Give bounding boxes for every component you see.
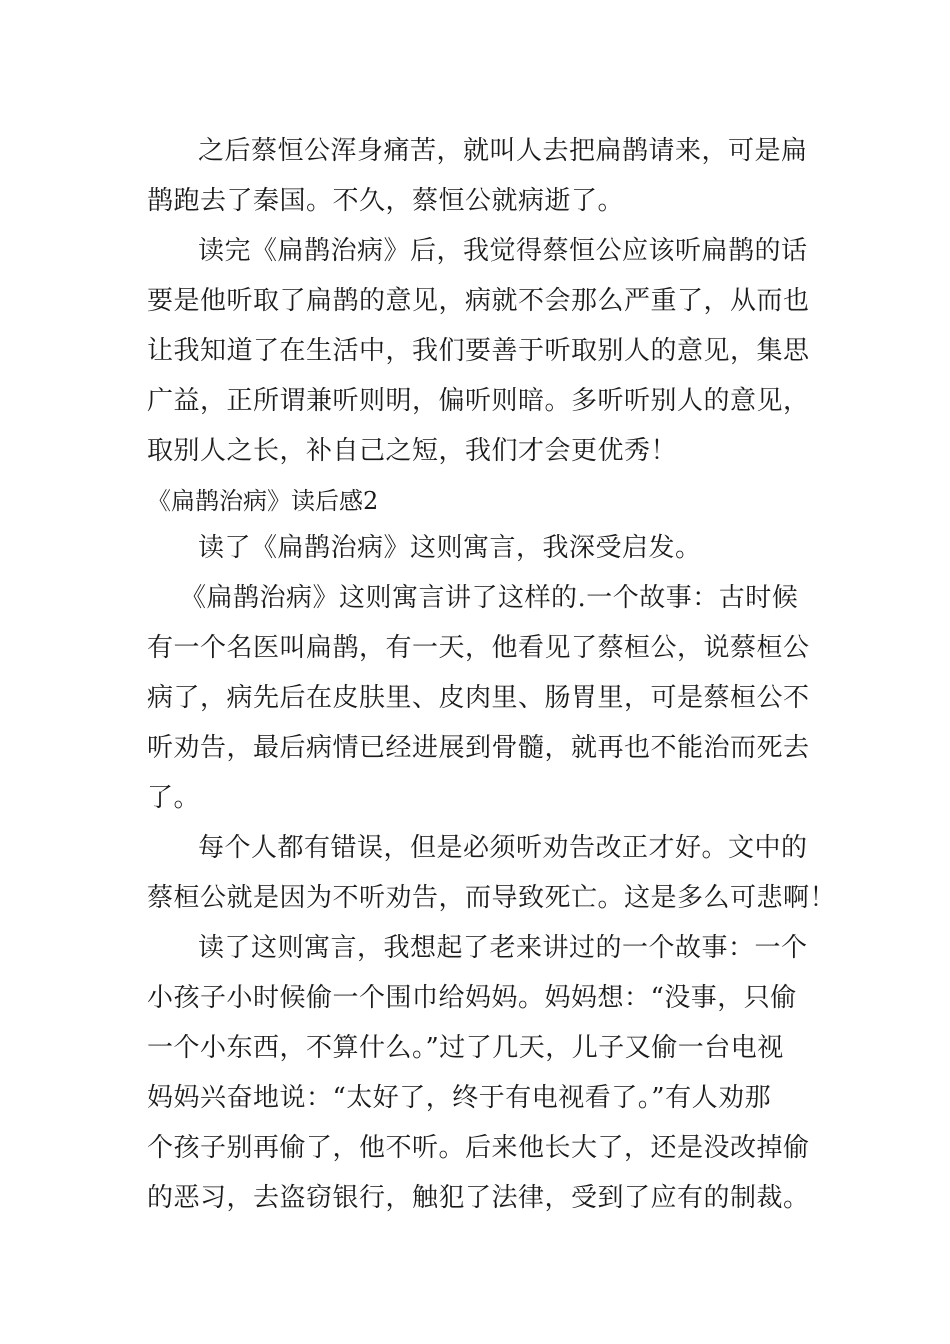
paragraph-line: 让我知道了在生活中，我们要善于听取别人的意见，集思	[147, 336, 810, 366]
paragraph-line: 妈妈兴奋地说：“太好了，终于有电视看了。”有人劝那	[147, 1083, 772, 1113]
paragraph-line: 有一个名医叫扁鹊，有一天，他看见了蔡桓公，说蔡桓公	[147, 633, 810, 663]
paragraph-line: 读了这则寓言，我想起了老来讲过的一个故事：一个	[198, 933, 808, 963]
paragraph-line: 蔡桓公就是因为不听劝告，而导致死亡。这是多么可悲啊！	[147, 883, 837, 913]
paragraph-line: 的恶习，去盗窃银行，触犯了法律，受到了应有的制裁。	[147, 1183, 810, 1213]
paragraph-line: 鹊跑去了秦国。不久，蔡恒公就病逝了。	[147, 186, 625, 216]
paragraph-line: 听劝告，最后病情已经进展到骨髓，就再也不能治而死去	[147, 733, 810, 763]
paragraph-line: 每个人都有错误，但是必须听劝告改正才好。文中的	[198, 833, 808, 863]
paragraph-line: 《扁鹊治病》这则寓言讲了这样的.一个故事：古时候	[180, 583, 799, 613]
paragraph-line: 取别人之长，补自己之短，我们才会更优秀！	[147, 436, 678, 466]
paragraph-line: 读了《扁鹊治病》这则寓言，我深受启发。	[198, 533, 702, 563]
paragraph-line: 个孩子别再偷了，他不听。后来他长大了，还是没改掉偷	[147, 1133, 810, 1163]
paragraph-line: 广益，正所谓兼听则明，偏听则暗。多听听别人的意见，	[147, 386, 810, 416]
paragraph-line: 要是他听取了扁鹊的意见，病就不会那么严重了，从而也	[147, 286, 810, 316]
paragraph-line: 之后蔡恒公浑身痛苦，就叫人去把扁鹊请来，可是扁	[198, 136, 808, 166]
section-heading: 《扁鹊治病》读后感2	[147, 487, 379, 515]
paragraph-line: 了。	[147, 783, 201, 813]
paragraph-line: 小孩子小时候偷一个围巾给妈妈。妈妈想：“没事，只偷	[147, 983, 797, 1013]
paragraph-line: 读完《扁鹊治病》后，我觉得蔡恒公应该听扁鹊的话	[198, 236, 808, 266]
paragraph-line: 病了，病先后在皮肤里、皮肉里、肠胃里，可是蔡桓公不	[147, 683, 810, 713]
paragraph-line: 一个小东西，不算什么。”过了几天，儿子又偷一台电视	[147, 1033, 784, 1063]
